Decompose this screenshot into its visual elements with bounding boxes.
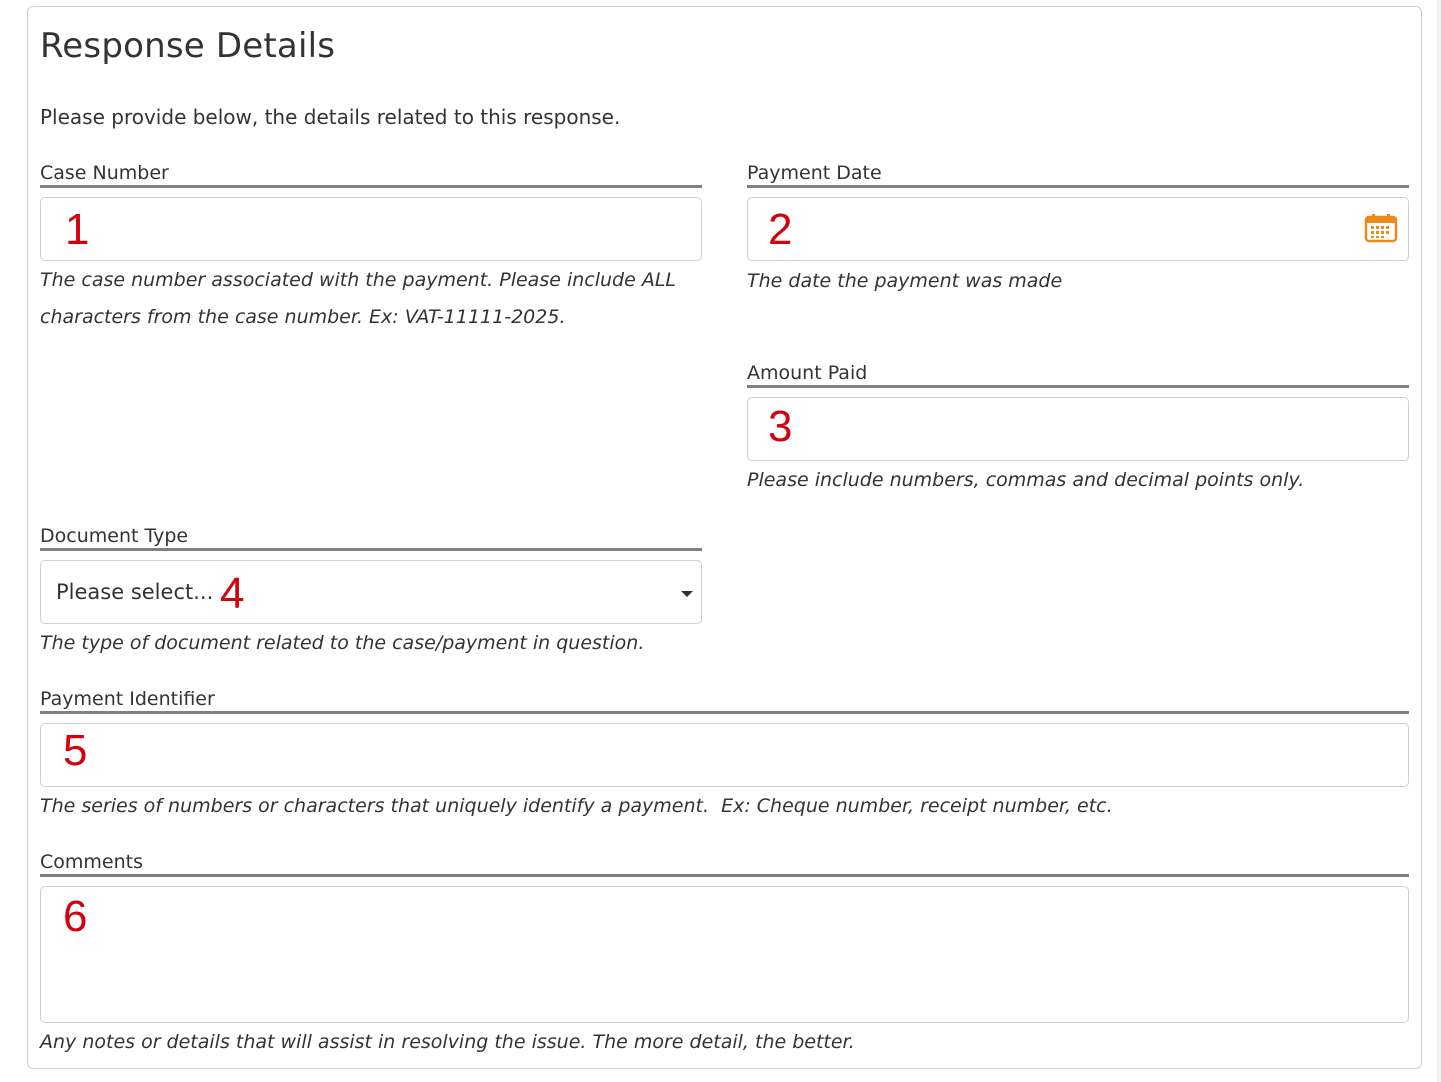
- case-number-help-line2: characters from the case number. Ex: VAT-11111-2025.: [40, 306, 566, 328]
- case-number-marker: 1: [65, 205, 90, 254]
- comments-marker: 6: [63, 892, 88, 941]
- form-intro: Please provide below, the details related to this response.: [40, 105, 621, 129]
- payment-identifier-label: Payment Identifier: [40, 686, 1409, 714]
- amount-paid-help: Please include numbers, commas and decimal points only.: [747, 469, 1305, 491]
- comments-textarea[interactable]: [40, 886, 1409, 1023]
- case-number-help-line1: The case number associated with the payment. Please include ALL: [40, 269, 676, 291]
- amount-paid-input[interactable]: [747, 397, 1409, 461]
- document-type-selected: Please select...: [56, 580, 214, 604]
- document-type-label: Document Type: [40, 523, 702, 551]
- payment-date-help: The date the payment was made: [747, 270, 1063, 292]
- payment-date-label: Payment Date: [747, 160, 1409, 188]
- case-number-input[interactable]: [40, 197, 702, 261]
- document-type-help: The type of document related to the case/payment in question.: [40, 632, 645, 654]
- payment-identifier-marker: 5: [63, 726, 88, 775]
- payment-identifier-help: The series of numbers or characters that uniquely identify a payment. Ex: Cheque number, receipt number, etc.: [40, 795, 1113, 817]
- page-scrollbar[interactable]: [1437, 0, 1441, 1082]
- case-number-label: Case Number: [40, 160, 702, 188]
- comments-label: Comments: [40, 849, 1409, 877]
- case-number-help: [40, 262, 720, 336]
- document-type-select[interactable]: [40, 560, 702, 624]
- comments-help: Any notes or details that will assist in resolving the issue. The more detail, the better.: [40, 1031, 855, 1053]
- calendar-icon[interactable]: [1364, 213, 1398, 243]
- form-title: Response Details: [40, 26, 336, 66]
- chevron-down-icon[interactable]: [681, 591, 693, 597]
- document-type-marker: 4: [220, 569, 245, 618]
- payment-date-marker: 2: [768, 205, 793, 254]
- amount-paid-marker: 3: [768, 402, 793, 451]
- payment-identifier-input[interactable]: [40, 723, 1409, 787]
- payment-date-input[interactable]: [747, 197, 1409, 261]
- amount-paid-label: Amount Paid: [747, 360, 1409, 388]
